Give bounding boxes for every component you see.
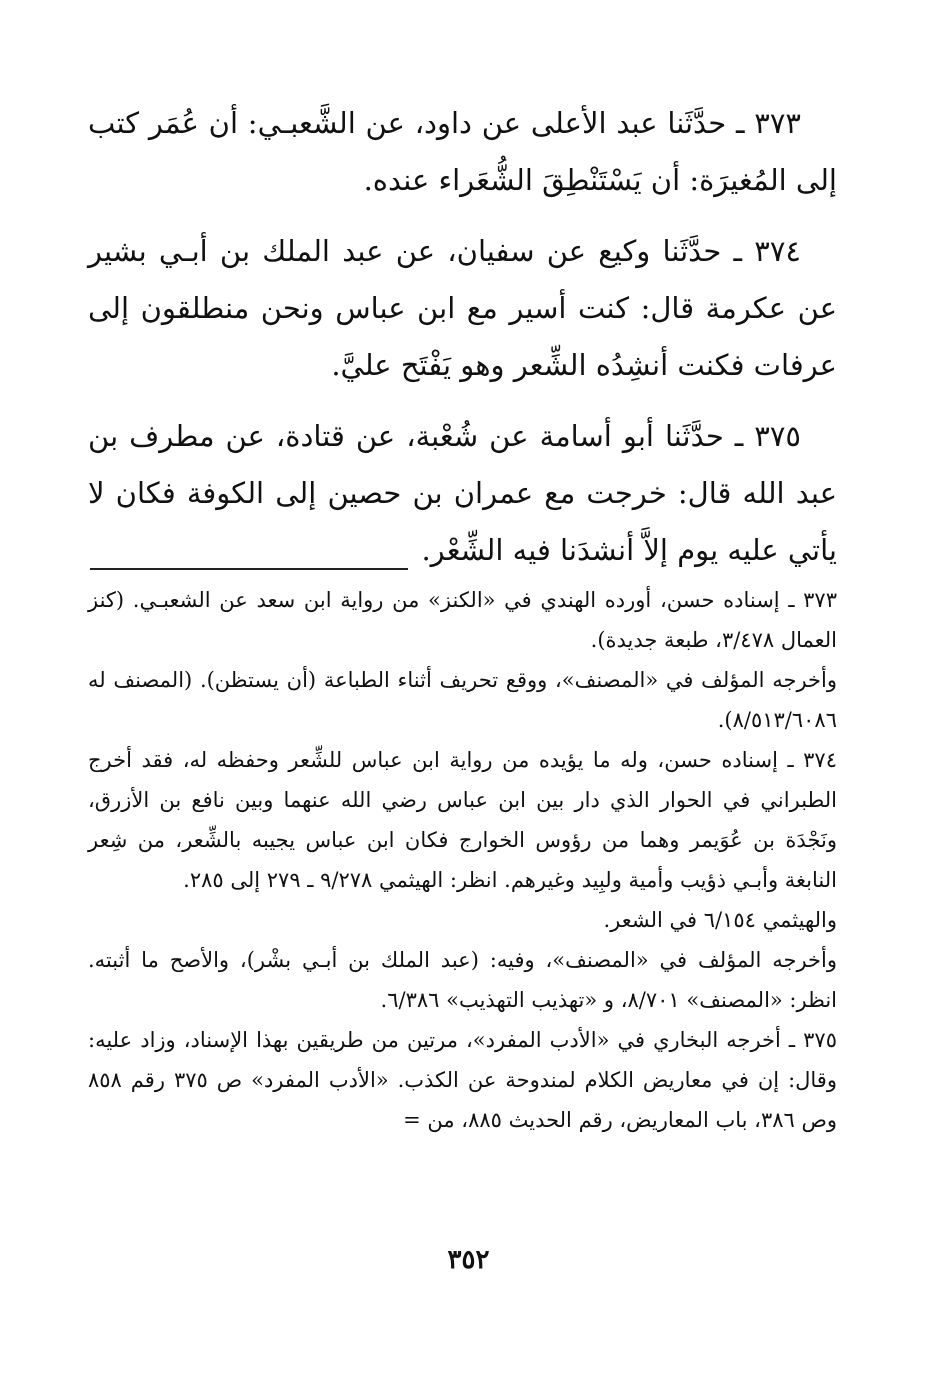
footnote-373: ٣٧٣ ـ إسناده حسن، أورده الهندي في «الكنز» من رواية ابن سعد عن الشعبـي. (كنز العمال ٣/٤٧٨، طبعة جديدة).: [88, 588, 837, 652]
main-text: [88, 95, 837, 593]
footnotes: [88, 580, 837, 1140]
hadith-373: ٣٧٣ ـ حدَّثَنا عبد الأعلى عن داود، عن الشَّعبـي: أن عُمَر كتب إلى المُغيرَة: أن يَسْتَنْطِقَ الشُّعَراء عنده.: [88, 106, 837, 197]
footnote-374: ٣٧٤ ـ إسناده حسن، وله ما يؤيده من رواية ابن عباس للشِّعر وحفظه له، فقد أخرج الطبراني في الحوار الذي دار بين ابن عباس رضي الله عنهما وبين نافع بن الأزرق، ونَجْدَة بن عُوَيمر وهما من رؤوس الخوارج فكان ابن عباس يجيبه بالشِّعر، من شِعر النابغة وأبـي ذؤيب وأمية ولبِيد وغيرهم. انظر: الهيثمي ٩/٢٧٨ ـ ٢٧٩ إلى ٢٨٥.: [88, 748, 837, 892]
hadith-375: ٣٧٥ ـ حدَّثَنا أبو أسامة عن شُعْبة، عن قتادة، عن مطرف بن عبد الله قال: خرجت مع عمران بن حصين إلى الكوفة فكان لا يأتي عليه يوم إلاَّ أنشدَنا فيه الشِّعْر.: [88, 419, 837, 567]
footnote-separator: [90, 568, 408, 570]
footnote-374-continuation-2: وأخرجه المؤلف في «المصنف»، وفيه: (عبد الملك بن أبـي بشْر)، والأصح ما أثبته. انظر: «المصنف» ٨/٧٠١، و «تهذيب التهذيب» ٦/٣٨٦.: [88, 948, 837, 1012]
hadith-374: ٣٧٤ ـ حدَّثَنا وكيع عن سفيان، عن عبد الملك بن أبـي بشير عن عكرمة قال: كنت أسير مع ابن عباس ونحن منطلقون إلى عرفات فكنت أنشِدُه الشِّعر وهو يَفْتَح عليَّ.: [88, 234, 837, 382]
footnote-375: ٣٧٥ ـ أخرجه البخاري في «الأدب المفرد»، مرتين من طريقين بهذا الإسناد، وزاد عليه: وقال: إن في معاريض الكلام لمندوحة عن الكذب. «الأدب المفرد» ص ٣٧٥ رقم ٨٥٨ وص ٣٨٦، باب المعاريض، رقم الحديث ٨٨٥، من =: [88, 1028, 837, 1132]
page-number: ٣٥٢: [447, 1245, 490, 1275]
footnote-374-continuation-1: والهيثمي ٦/١٥٤ في الشعر.: [603, 908, 837, 932]
footnote-373-continuation: وأخرجه المؤلف في «المصنف»، ووقع تحريف أثناء الطباعة (أن يستظن). (المصنف له ٨/٥١٣/٦٠٨٦).: [88, 668, 837, 732]
